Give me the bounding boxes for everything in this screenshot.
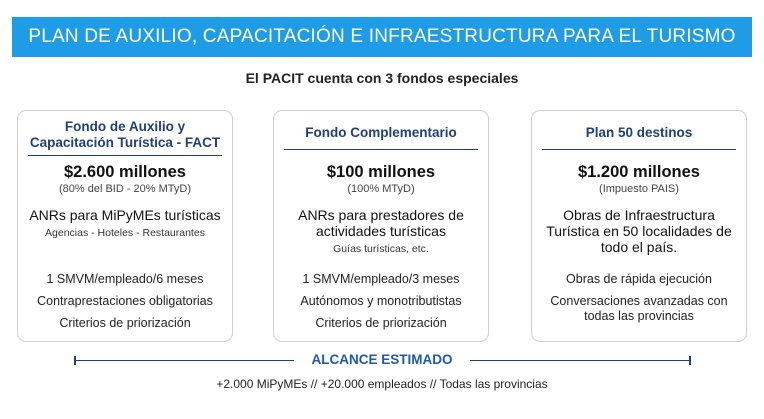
scope-summary: +2.000 MiPyMEs // +20.000 empleados // Todas las provincias bbox=[216, 377, 548, 391]
fund-title: Plan 50 destinos bbox=[585, 125, 693, 140]
page-subtitle: El PACIT cuenta con 3 fondos especiales bbox=[245, 70, 519, 86]
fund-sub-text: Guías turísticas, etc. bbox=[333, 243, 429, 255]
scope-label: ALCANCE ESTIMADO bbox=[311, 352, 453, 367]
fund-main-text: ANRs para prestadores de actividades turísticas bbox=[298, 207, 464, 239]
fund-detail: 1 SMVM/empleado/6 meses bbox=[46, 272, 204, 286]
fund-main-text: ANRs para MiPyMEs turísticas bbox=[29, 207, 221, 223]
title-divider bbox=[284, 149, 478, 150]
fund-main-text: Obras de Infraestructura Turística en 50 localidades de todo el país. bbox=[546, 207, 732, 255]
scope-line-cap bbox=[689, 356, 691, 365]
fund-source: (100% MTyD) bbox=[347, 183, 415, 195]
fund-description bbox=[536, 207, 742, 255]
title-banner bbox=[12, 17, 752, 57]
fund-amount: $100 millones bbox=[326, 163, 436, 181]
fund-card-plan-50 bbox=[531, 110, 747, 342]
title-divider bbox=[28, 155, 222, 156]
scope-line-right bbox=[470, 360, 690, 361]
fund-detail: Autónomos y monotributistas bbox=[300, 294, 462, 308]
fund-amount: $2.600 millones bbox=[64, 163, 186, 181]
fund-card-fact bbox=[17, 110, 233, 342]
fund-description bbox=[22, 207, 228, 240]
fund-detail: Criterios de priorización bbox=[315, 316, 447, 330]
fund-detail: Conversaciones avanzadas con todas las provincias bbox=[550, 294, 728, 323]
title-divider bbox=[542, 149, 736, 150]
fund-detail: Obras de rápida ejecución bbox=[566, 272, 712, 286]
scope-section bbox=[0, 351, 764, 371]
fund-amount: $1.200 millones bbox=[578, 163, 700, 181]
fund-description bbox=[278, 207, 484, 256]
fund-detail: Contraprestaciones obligatorias bbox=[37, 294, 213, 308]
fund-detail: 1 SMVM/empleado/3 meses bbox=[302, 272, 460, 286]
fund-title: Fondo Complementario bbox=[305, 125, 457, 140]
page-title: PLAN DE AUXILIO, CAPACITACIÓN E INFRAESTRUCTURA PARA EL TURISMO bbox=[28, 26, 736, 47]
fund-title: Fondo de Auxilio y Capacitación Turística - FACT bbox=[29, 119, 221, 150]
fund-card-complementario bbox=[273, 110, 489, 342]
fund-source: (Impuesto PAIS) bbox=[599, 183, 679, 195]
fund-source: (80% del BID - 20% MTyD) bbox=[58, 183, 192, 195]
fund-detail: Criterios de priorización bbox=[59, 316, 191, 330]
fund-sub-text: Agencias - Hoteles - Restaurantes bbox=[45, 227, 205, 239]
